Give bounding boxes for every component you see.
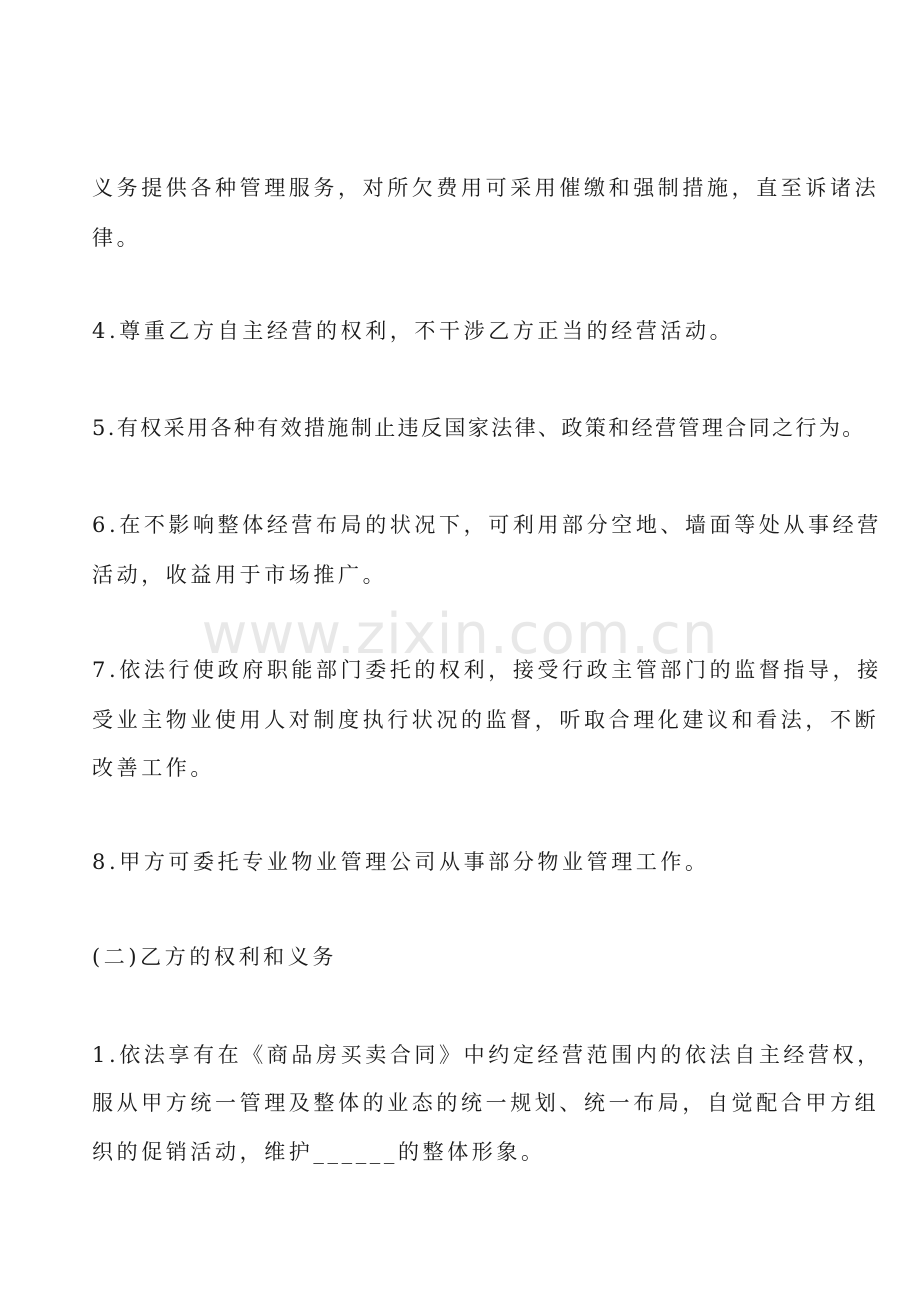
watermark: www.zixin.com.cn bbox=[201, 602, 719, 667]
clause-7-line-2: 受业主物业使用人对制度执行状况的监督，听取合理化建议和看法，不断 bbox=[92, 708, 880, 732]
clause-4: 4.尊重乙方自主经营的权利，不干涉乙方正当的经营活动。 bbox=[92, 319, 735, 343]
clause-7-line-3: 改善工作。 bbox=[92, 756, 215, 780]
clause-5: 5.有权采用各种有效措施制止违反国家法律、政策和经营管理合同之行为。 bbox=[92, 416, 866, 440]
paragraph-3-line-1: 义务提供各种管理服务，对所欠费用可采用催缴和强制措施，直至诉诸法 bbox=[92, 176, 880, 200]
party-b-clause-1-line-1: 1.依法享有在《商品房买卖合同》中约定经营范围内的依法自主经营权， bbox=[92, 1043, 882, 1067]
clause-7-line-1: 7.依法行使政府职能部门委托的权利，接受行政主管部门的监督指导，接 bbox=[92, 658, 882, 682]
paragraph-3-line-2: 律。 bbox=[92, 226, 142, 250]
party-b-clause-1-line-3: 织的促销活动，维护______的整体形象。 bbox=[92, 1140, 546, 1164]
section-heading-party-b: (二)乙方的权利和义务 bbox=[92, 945, 337, 969]
clause-8: 8.甲方可委托专业物业管理公司从事部分物业管理工作。 bbox=[92, 850, 710, 874]
clause-6-line-1: 6.在不影响整体经营布局的状况下，可利用部分空地、墙面等处从事经营 bbox=[92, 513, 882, 537]
party-b-clause-1-line-2: 服从甲方统一管理及整体的业态的统一规划、统一布局，自觉配合甲方组 bbox=[92, 1091, 880, 1115]
clause-6-line-2: 活动，收益用于市场推广。 bbox=[92, 563, 388, 587]
